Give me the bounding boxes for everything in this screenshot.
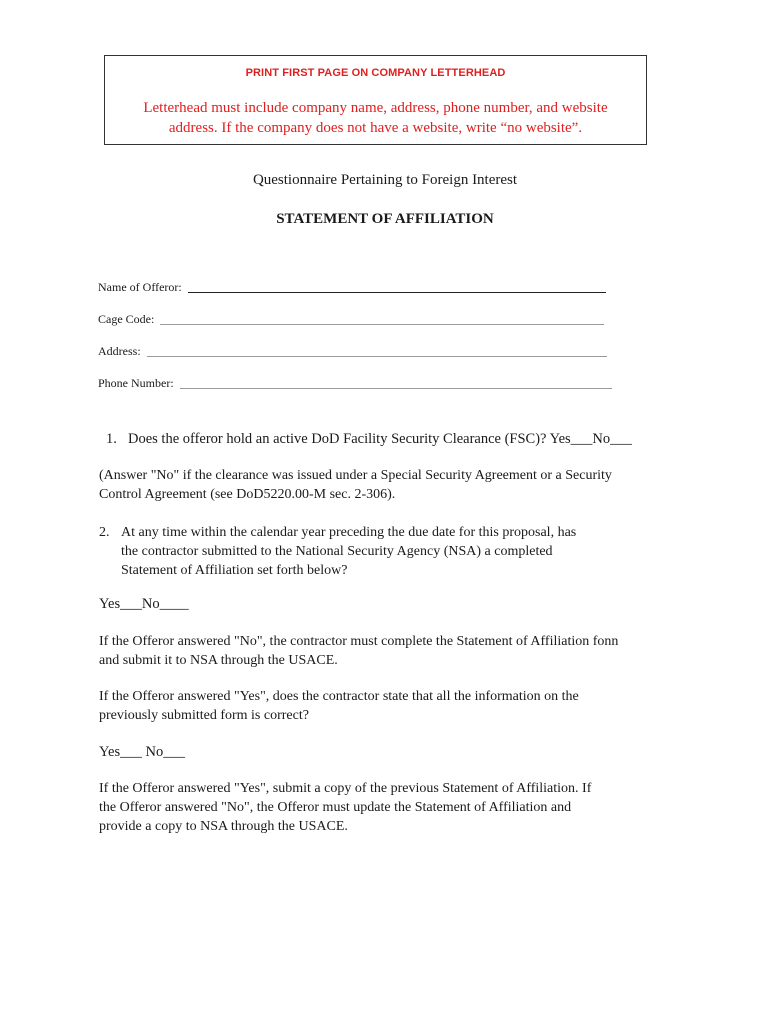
page-subtitle: Questionnaire Pertaining to Foreign Interest bbox=[252, 172, 518, 188]
no-answer-instructions-line-1: If the Offeror answered "No", the contractor must complete the Statement of Affiliation fonn bbox=[99, 634, 619, 649]
final-instructions-line-3: provide a copy to NSA through the USACE. bbox=[99, 819, 348, 834]
page-title: STATEMENT OF AFFILIATION bbox=[276, 211, 494, 227]
offeror-name-label: Name of Offeror: bbox=[98, 280, 182, 294]
notice-body bbox=[125, 98, 626, 138]
question-1-note-line-1: (Answer "No" if the clearance was issued under a Special Security Agreement or a Security bbox=[99, 468, 612, 483]
phone-number-field[interactable] bbox=[98, 375, 612, 391]
question-1-text: Does the offeror hold an active DoD Facility Security Clearance (FSC)? Yes___No___ bbox=[128, 431, 632, 447]
notice-line-2: address. If the company does not have a website, write “no website”. bbox=[168, 120, 583, 136]
question-1-number: 1. bbox=[106, 431, 117, 447]
offeror-name-input[interactable] bbox=[188, 291, 606, 293]
question-1 bbox=[106, 430, 676, 449]
question-2-number: 2. bbox=[99, 525, 110, 540]
cage-code-input[interactable] bbox=[160, 323, 604, 325]
question-2-line-1: At any time within the calendar year preceding the due date for this proposal, has bbox=[121, 525, 577, 540]
yes-answer-question bbox=[99, 687, 669, 725]
address-input[interactable] bbox=[147, 355, 607, 357]
final-instructions-line-1: If the Offeror answered "Yes", submit a copy of the previous Statement of Affiliation. If bbox=[99, 781, 592, 796]
address-field[interactable] bbox=[98, 343, 607, 359]
notice-line-1: Letterhead must include company name, address, phone number, and website bbox=[143, 100, 608, 116]
question-2-answer[interactable]: Yes___No____ bbox=[99, 596, 189, 612]
question-1-note bbox=[99, 466, 669, 504]
phone-number-input[interactable] bbox=[180, 387, 612, 389]
address-label: Address: bbox=[98, 344, 141, 358]
offeror-name-field[interactable] bbox=[98, 279, 606, 295]
notice-title: PRINT FIRST PAGE ON COMPANY LETTERHEAD bbox=[245, 67, 506, 79]
final-instructions bbox=[99, 779, 669, 836]
cage-code-field[interactable] bbox=[98, 311, 604, 327]
cage-code-label: Cage Code: bbox=[98, 312, 155, 326]
information-correct-answer[interactable]: Yes___ No___ bbox=[99, 744, 185, 760]
yes-answer-question-line-2: previously submitted form is correct? bbox=[99, 708, 309, 723]
no-answer-instructions-line-2: and submit it to NSA through the USACE. bbox=[99, 653, 338, 668]
question-2-line-2: the contractor submitted to the National Security Agency (NSA) a completed bbox=[121, 544, 553, 559]
question-2 bbox=[99, 523, 669, 580]
question-1-note-line-2: Control Agreement (see DoD5220.00-M sec. 2-306). bbox=[99, 487, 396, 502]
letterhead-notice-box bbox=[104, 55, 647, 145]
no-answer-instructions bbox=[99, 632, 669, 670]
final-instructions-line-2: the Offeror answered "No", the Offeror must update the Statement of Affiliation and bbox=[99, 800, 572, 815]
question-2-line-3: Statement of Affiliation set forth below? bbox=[121, 563, 348, 578]
phone-number-label: Phone Number: bbox=[98, 376, 174, 390]
yes-answer-question-line-1: If the Offeror answered "Yes", does the contractor state that all the information on the bbox=[99, 689, 579, 704]
